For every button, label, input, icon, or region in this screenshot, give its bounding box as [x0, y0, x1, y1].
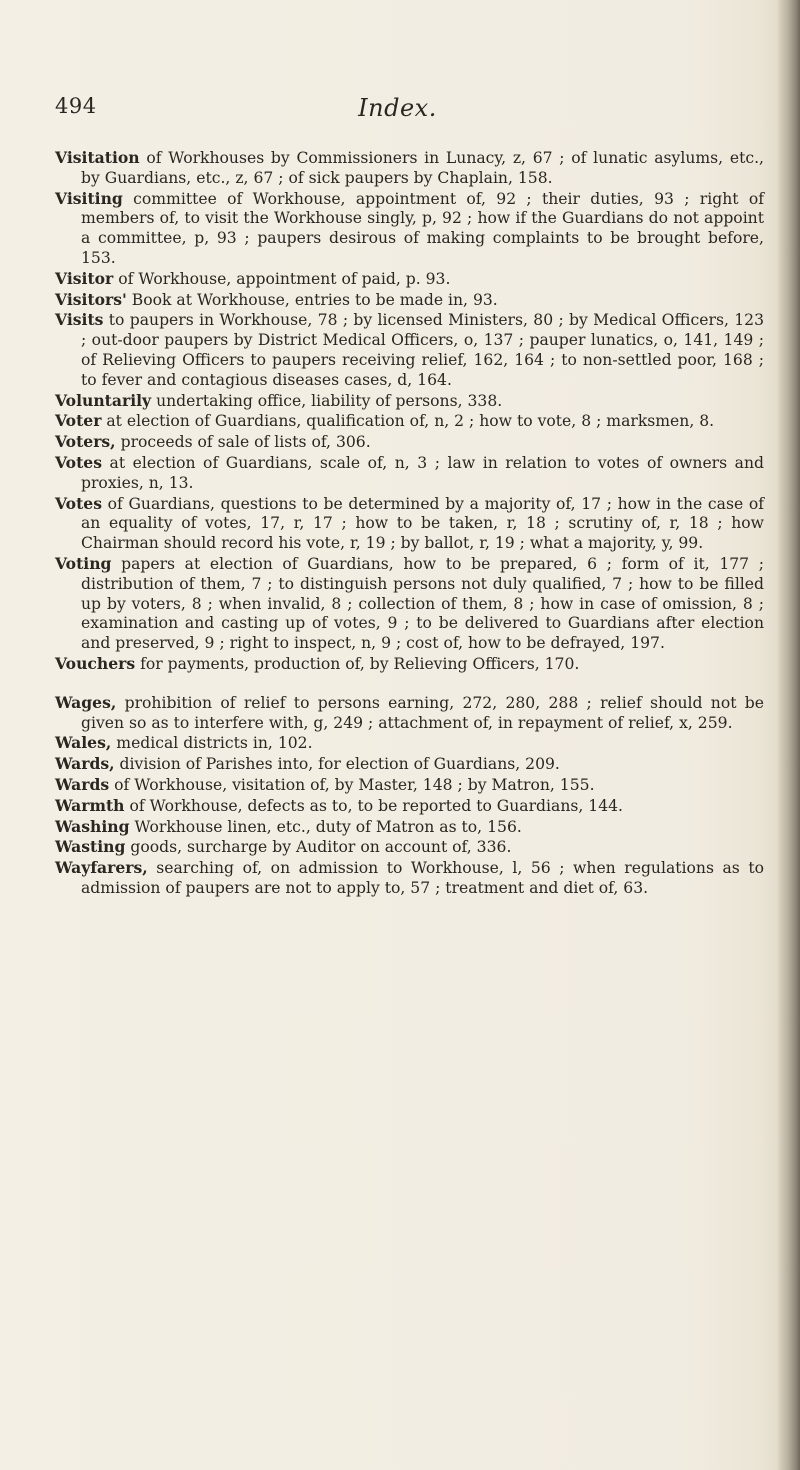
- page-edge-shadow: [778, 0, 800, 1470]
- index-entry: [55, 310, 764, 390]
- index-entry-text: to paupers in Workhouse, 78 ; by licensed Ministers, 80 ; by Medical Officers, 123 ; out-door paupers by District Medical Officers, o, 137 ; pauper lunatics, o, 141, 149 ; of Relieving Officers to paupers receiving relief, 162, 164 ; to non-settled poor, 168 ; to fever and contagious diseases cases, d, 164.: [81, 311, 764, 389]
- index-entry: [55, 654, 764, 675]
- index-entry-text: for payments, production of, by Relieving Officers, 170.: [135, 654, 580, 673]
- index-entry: [55, 290, 764, 311]
- index-entry: [55, 837, 764, 858]
- index-entry: [55, 494, 764, 554]
- index-entry: [55, 693, 764, 734]
- index-entry: [55, 754, 764, 775]
- index-entry-term: Wards: [55, 774, 110, 794]
- index-entry: [55, 817, 764, 838]
- index-entry-term: Vouchers: [55, 653, 136, 673]
- index-entry-term: Wayfarers,: [55, 858, 148, 878]
- index-entry-text: at election of Guardians, qualification of, n, 2 ; how to vote, 8 ; marksmen, 8.: [101, 412, 715, 431]
- index-entry-text: medical districts in, 102.: [111, 734, 313, 753]
- index-entry-term: Visitor: [55, 268, 114, 288]
- index-entry-text: of Workhouse, defects as to, to be reported to Guardians, 144.: [124, 796, 624, 815]
- index-entry-term: Visitors': [55, 289, 127, 309]
- index-entry-text: Book at Workhouse, entries to be made in, 93.: [126, 290, 498, 309]
- index-entry-text: of Workhouses by Commissioners in Lunacy, z, 67 ; of lunatic asylums, etc., by Guardians, etc., z, 67 ; of sick paupers by Chaplain, 158.: [81, 149, 764, 187]
- index-entry-term: Votes: [55, 493, 102, 513]
- index-entry-term: Visiting: [55, 188, 123, 208]
- index-entry-term: Voluntarily: [55, 390, 152, 410]
- index-entry-text: division of Parishes into, for election of Guardians, 209.: [114, 755, 560, 774]
- index-group-v: [55, 148, 764, 675]
- page-header: [55, 94, 740, 128]
- index-entry-term: Wasting: [55, 837, 126, 857]
- index-entry-term: Votes: [55, 452, 102, 472]
- index-entry-text: committee of Workhouse, appointment of, 92 ; their duties, 93 ; right of members of, to visit the Workhouse singly, p, 92 ; how if the Guardians do not appoint a committee, p, 93 ; paupers desirous of making complaints to be brought before, 153.: [81, 189, 764, 267]
- index-entry-text: papers at election of Guardians, how to be prepared, 6 ; form of it, 177 ; distribution of them, 7 ; to distinguish persons not duly qualified, 7 ; how to be filled up by voters, 8 ; when invalid, 8 ; collection of them, 8 ; how in case of omission, 8 ; examination and casting up of votes, 9 ; to be delivered to Guardians after election and preserved, 9 ; right to inspect, n, 9 ; cost of, how to be defrayed, 197.: [81, 554, 764, 653]
- index-entry-text: of Workhouse, visitation of, by Master, 148 ; by Matron, 155.: [109, 775, 595, 794]
- index-entry-text: of Workhouse, appointment of paid, p. 93.: [113, 269, 451, 288]
- index-entry-text: Workhouse linen, etc., duty of Matron as to, 156.: [129, 817, 522, 836]
- index-entry-text: of Guardians, questions to be determined by a majority of, 17 ; how in the case of an equality of votes, 17, r, 17 ; how to be taken, r, 18 ; scrutiny of, r, 18 ; how Chairman should record his vote, r, 19 ; by ballot, r, 19 ; what a majority, y, 99.: [81, 494, 764, 553]
- index-entry-term: Warmth: [55, 795, 125, 815]
- index-group-w: [55, 693, 764, 899]
- index-entry-text: undertaking office, liability of persons, 338.: [151, 391, 503, 410]
- index-entry: [55, 432, 764, 453]
- index-entry: [55, 269, 764, 290]
- index-entry: [55, 391, 764, 412]
- index-entry-text: proceeds of sale of lists of, 306.: [115, 433, 371, 452]
- index-entry-text: prohibition of relief to persons earning, 272, 280, 288 ; relief should not be given so as to interfere with, g, 249 ; attachment of, in repayment of relief, x, 259.: [81, 693, 764, 732]
- page-number: 494: [55, 94, 97, 118]
- index-entry-text: searching of, on admission to Workhouse, l, 56 ; when regulations as to admission of paupers are not to apply to, 57 ; treatment and diet of, 63.: [81, 859, 764, 897]
- index-entry: [55, 453, 764, 494]
- index-entry: [55, 189, 764, 269]
- index-entry-term: Wages,: [55, 692, 117, 712]
- index-entry-term: Visits: [55, 310, 104, 330]
- index-entry: [55, 858, 764, 899]
- index-entry: [55, 554, 764, 654]
- index-entry: [55, 148, 764, 189]
- running-head: Index.: [358, 94, 437, 122]
- index-entry: [55, 775, 764, 796]
- index-entry-term: Voting: [55, 553, 112, 573]
- index-entries: [55, 148, 764, 899]
- index-entry: [55, 796, 764, 817]
- index-entry-term: Wards,: [55, 754, 115, 774]
- index-entry-term: Voters,: [55, 432, 116, 452]
- group-spacer: [55, 675, 764, 693]
- index-entry-text: goods, surcharge by Auditor on account of, 336.: [125, 838, 512, 857]
- index-entry: [55, 411, 764, 432]
- index-entry-term: Washing: [55, 816, 130, 836]
- index-entry: [55, 733, 764, 754]
- index-entry-term: Voter: [55, 411, 102, 431]
- index-entry-text: at election of Guardians, scale of, n, 3 ; law in relation to votes of owners and proxies, n, 13.: [81, 453, 764, 492]
- index-entry-term: Visitation: [55, 148, 140, 167]
- index-entry-term: Wales,: [55, 733, 112, 753]
